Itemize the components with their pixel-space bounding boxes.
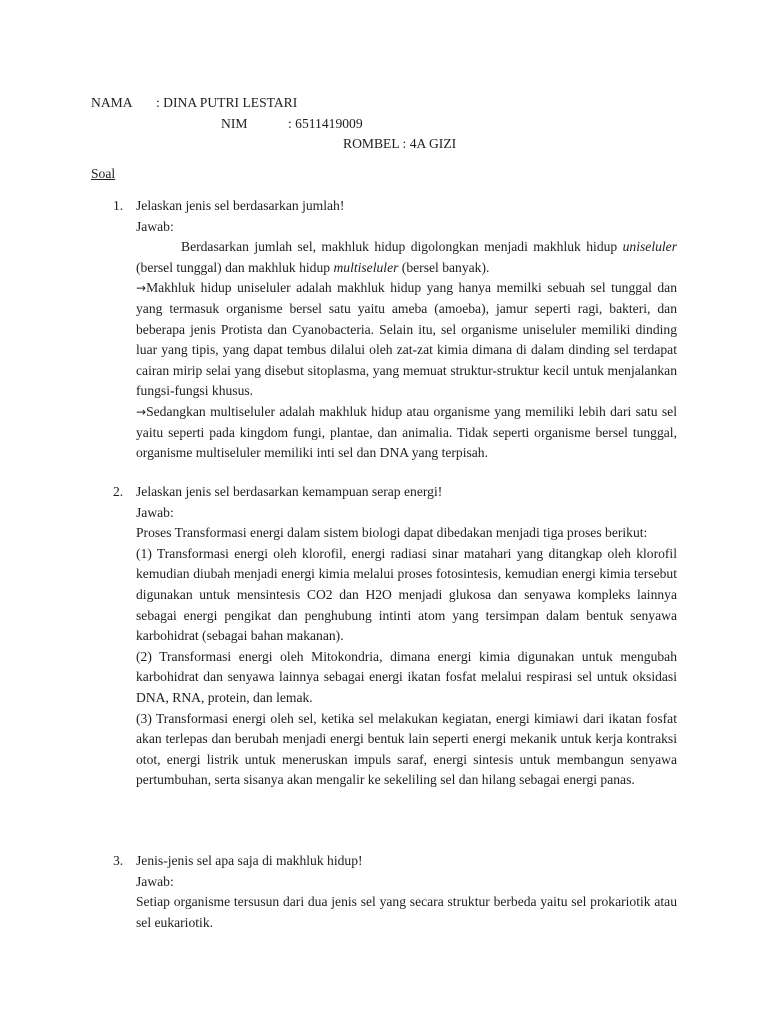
nim-value: : 6511419009 [288,116,363,131]
question-2 [113,482,677,791]
question-3 [113,851,677,933]
answer-paragraph [136,402,677,464]
answer-text: (bersel banyak). [398,259,490,275]
answer-text: Makhluk hidup uniseluler adalah makhluk hidup yang hanya memilki sebuah sel tunggal dan yang termasuk organisme bersel satu yaitu ameba (amoeba), jamur seperti ragi, bakteri, dan beberapa jenis Protista dan Cyanobacteria. Selain itu, sel organisme uniseluler memiliki dinding luar yang tipis, yang dapat tembus dilalui oleh zat-zat kimia dimana di dalam dinding sel terdapat cairan mirip selai yang disebut sitoplasma, yang memuat struktur-struktur kecil untuk menjalankan fungsi-fungsi khusus. [136,280,677,399]
answer-paragraph: (2) Transformasi energi oleh Mitokondria, dimana energi kimia digunakan untuk mengubah karbohidrat dan senyawa lainnya sebagai energi ikatan fosfat melalui respirasi sel untuk oksidasi DNA, RNA, protein, dan lemak. [136,648,677,705]
answer-label: Jawab: [136,504,174,520]
answer-text: (bersel tunggal) dan makhluk hidup [136,259,334,275]
rombel-line: ROMBEL : 4A GIZI [343,136,457,151]
arrow-icon: → [136,281,147,296]
question-text: Jelaskan jenis sel berdasarkan jumlah! [136,198,345,213]
arrow-icon: → [136,404,147,419]
answer-paragraph: (1) Transformasi energi oleh klorofil, energi radiasi sinar matahari yang ditangkap oleh klorofil kemudian diubah menjadi energi kimia melalui proses fotosintesis, kemudian energi kimia tersebut digunakan untuk mensintesis CO2 dan H2O menjadi glukosa dan senyawa kompleks lainnya sebagai energi pengikat dan penghubung intinti atom yang tersimpan dalam bentuk senyawa karbohidrat (sebagai bahan makanan). [136,545,677,644]
answer-label: Jawab: [136,218,174,234]
answer-text: Sedangkan multiseluler adalah makhluk hidup atau organisme yang memiliki lebih dari satu sel yaitu seperti pada kingdom fungi, plantae, dan animalia. Tidak seperti organisme bersel tunggal, organisme multiseluler memiliki inti sel dan DNA yang terpisah. [136,403,677,461]
answer-paragraph: (3) Transformasi energi oleh sel, ketika sel melakukan kegiatan, energi kimiawi dari ikatan fosfat akan terlepas dan berubah menjadi energi bentuk lain seperti energi mekanik untuk kerja kontraksi otot, energi listrik untuk meneruskan impuls saraf, energi sintesis untuk membangun senyawa pertumbuhan, serta sisanya akan mengalir ke sekeliling sel dan hilang sebagai energi panas. [136,710,677,788]
question-number: 3. [113,853,124,868]
answer-paragraph: Proses Transformasi energi dalam sistem biologi dapat dibedakan menjadi tiga proses berikut: [136,525,648,541]
answer-paragraph: Setiap organisme tersusun dari dua jenis sel yang secara struktur berbeda yaitu sel prokariotik atau sel eukariotik. [136,894,677,930]
term-uniseluler: uniseluler [622,239,677,255]
nim-label: NIM [221,116,248,131]
answer-paragraph [136,237,677,278]
question-1 [113,196,677,464]
section-title-soal: Soal [91,166,116,181]
question-text: Jelaskan jenis sel berdasarkan kemampuan serap energi! [136,484,443,499]
term-multiseluler: multiseluler [333,259,399,275]
question-number: 1. [113,198,124,213]
answer-text: Berdasarkan jumlah sel, makhluk hidup digolongkan menjadi makhluk hidup [181,239,623,255]
question-text: Jenis-jenis sel apa saja di makhluk hidup! [136,853,363,868]
question-number: 2. [113,484,124,499]
answer-paragraph [136,278,677,402]
answer-label: Jawab: [136,873,174,889]
nama-value: : DINA PUTRI LESTARI [156,95,298,110]
nama-label: NAMA [91,95,133,110]
